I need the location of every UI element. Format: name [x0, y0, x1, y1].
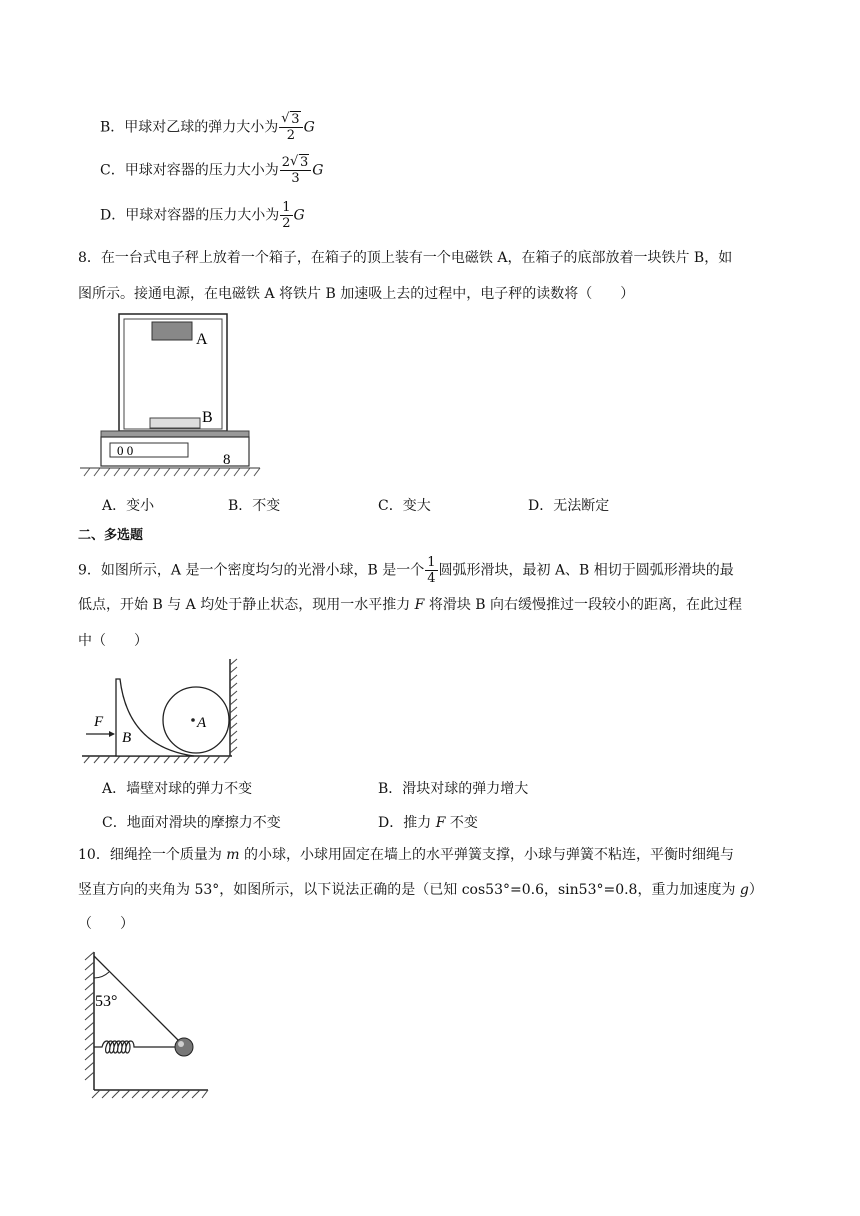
- q9-stem-line2: 低点，开始 B 与 A 均处于静止状态，现用一水平推力 F 将滑块 B 向右缓慢推过一段较小的距离，在此过程: [78, 597, 743, 613]
- q7-option-c-fraction: $\frac{2√ 3}{3}$: [280, 155, 312, 186]
- scale-digit: 8: [223, 452, 231, 468]
- q7-option-b-fraction: √ $\frac{3}{2}$: [279, 112, 302, 143]
- q9-option-b[interactable]: B．滑块对球的弹力增大: [378, 781, 529, 797]
- q9-option-d[interactable]: D．推力 F 不变: [378, 815, 478, 831]
- q10-stem-line1: 10．细绳拴一个质量为 m 的小球，小球用固定在墙上的水平弹簧支撑，小球与弹簧不粘连，平衡时细绳与: [78, 847, 734, 863]
- spring: [94, 1041, 176, 1053]
- q7-option-b: [100, 112, 315, 143]
- q7-option-c: [100, 155, 323, 186]
- q8-option-c[interactable]: C．变大: [378, 498, 431, 514]
- q9-stem-line1: 9．如图所示，A 是一个密度均匀的光滑小球，B 是一个 $\frac{1}{4}$ 圆弧形滑块，最初 A、B 相切于圆弧形滑块的最: [78, 555, 734, 586]
- q8-option-d[interactable]: D．无法断定: [528, 498, 610, 514]
- q8-figure-scale-box: [80, 312, 260, 484]
- q9-figure-sphere-slider: [82, 657, 242, 769]
- ball: [175, 1038, 193, 1056]
- q8-stem-line2: 图所示。接通电源，在电磁铁 A 将铁片 B 加速吸上去的过程中，电子秤的读数将（ ）: [78, 286, 635, 302]
- label-a: A: [196, 331, 208, 348]
- iron-b: [150, 418, 200, 428]
- q7-option-c-g: G: [312, 162, 324, 179]
- q7-option-d-text: D．甲球对容器的压力大小为: [100, 207, 280, 224]
- q8-option-a[interactable]: A．变小: [102, 498, 155, 514]
- label-b: B: [202, 409, 213, 426]
- q7-option-c-text: C．甲球对容器的压力大小为: [100, 162, 279, 179]
- magnet-a: [152, 322, 192, 340]
- angle-label: 53°: [95, 993, 118, 1010]
- sphere-a: [163, 687, 229, 753]
- q8-stem-line1: 8．在一台式电子秤上放着一个箱子，在箱子的顶上装有一个电磁铁 A，在箱子的底部放着一块铁片 B，如: [78, 250, 733, 266]
- q10-stem-line3: （ ）: [78, 916, 134, 932]
- q9-stem-line3: 中（ ）: [78, 633, 148, 649]
- label-a: A: [197, 715, 207, 731]
- q8-option-b[interactable]: B．不变: [228, 498, 281, 514]
- label-f: F: [94, 714, 104, 730]
- q9-quarter-fraction: $\frac{1}{4}$: [427, 555, 436, 586]
- label-b: B: [122, 730, 132, 746]
- q7-option-d: [100, 200, 305, 231]
- q10-figure-spring-ball: [80, 950, 220, 1100]
- scale-display: 0 0: [117, 443, 134, 458]
- section-title: 二、多选题: [78, 528, 144, 543]
- q7-option-b-g: G: [303, 119, 315, 136]
- q7-option-b-text: B．甲球对乙球的弹力大小为: [100, 119, 279, 136]
- q7-option-d-g: G: [293, 207, 305, 224]
- q9-option-c[interactable]: C．地面对滑块的摩擦力不变: [102, 815, 281, 831]
- q7-option-d-fraction: $\frac{1}{2}$: [282, 200, 291, 231]
- q9-option-a[interactable]: A．墙壁对球的弹力不变: [102, 781, 253, 797]
- q10-stem-line2: 竖直方向的夹角为 53°，如图所示，以下说法正确的是（已知 cos53°=0.6，sin53°=0.8，重力加速度为 g）: [78, 882, 763, 898]
